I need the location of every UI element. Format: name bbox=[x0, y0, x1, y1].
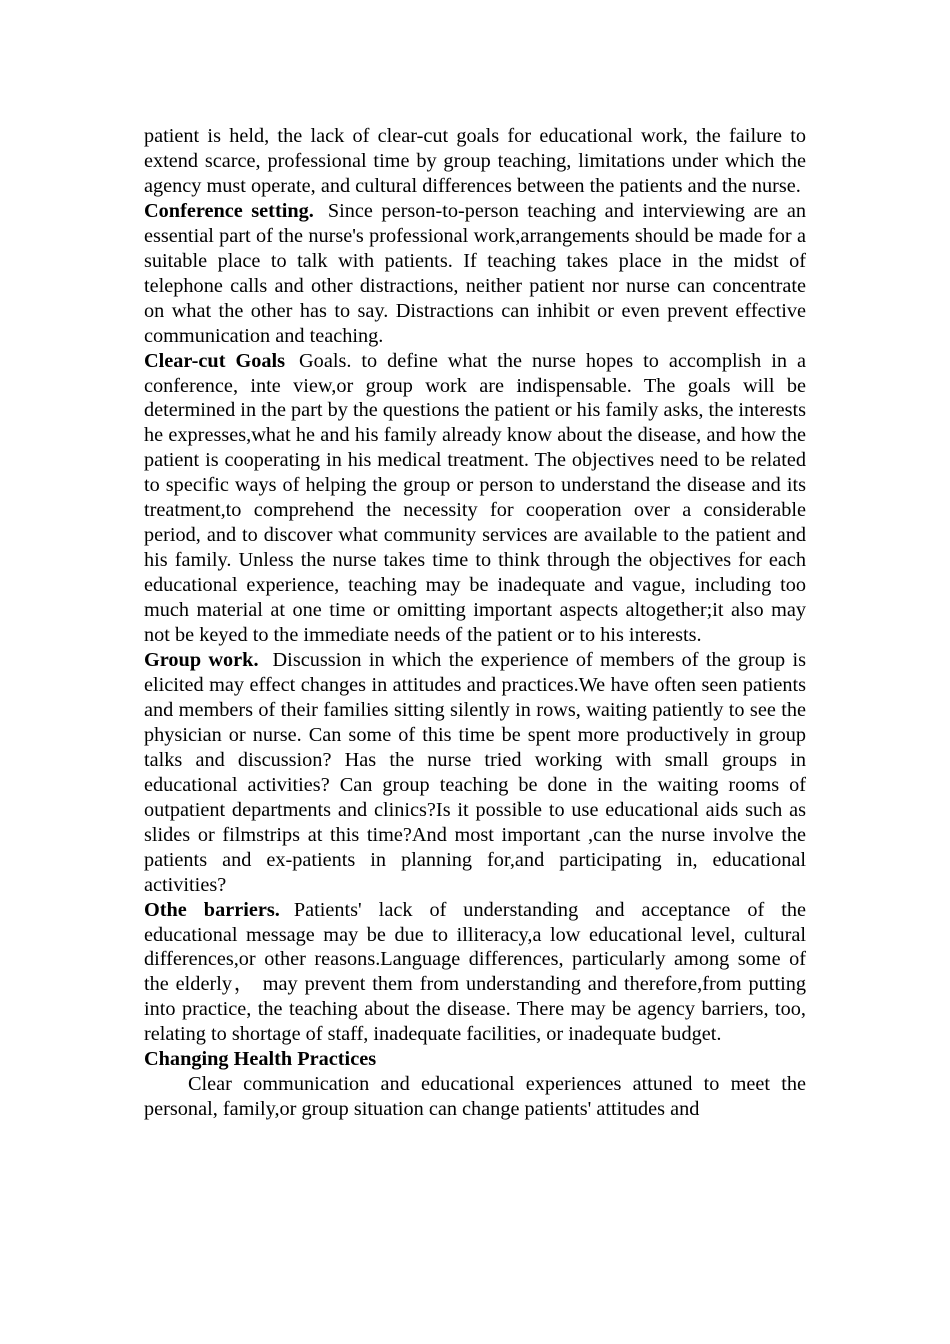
document-page bbox=[144, 124, 806, 1122]
section-heading: Group work. bbox=[144, 649, 259, 672]
section-text: Patients' lack of understanding and acceptance of the educational message may be due to illiteracy,a low educational level, cultural differences,or other reasons.Language differences, particularly among some of the elderly， may prevent them from understanding and therefore,from putting into practice, the teaching about the disease. There may be agency barriers, too, relating to shortage of staff, inadequate facilities, or inadequate budget. bbox=[144, 898, 807, 1046]
section-clear-cut-goals bbox=[144, 349, 806, 648]
section-heading: Conference setting. bbox=[144, 199, 314, 222]
section-text: Discussion in which the experience of members of the group is elicited may effect changes in attitudes and practices.We have often seen patients and members of their families sitting silently in rows, waiting patiently to see the physician or nurse. Can some of this time be spent more productively in group talks and discussion? Has the nurse tried working with small groups in educational activities? Can group teaching be done in the waiting rooms of outpatient departments and clinics?Is it possible to use educational aids such as slides or filmstrips at this time?And most important ,can the nurse involve the patients and ex-patients in planning for,and participating in, educational activities? bbox=[144, 649, 806, 896]
section-text: Since person-to-person teaching and interviewing are an essential part of the nurse's professional work,arrangements should be made for a suitable place to talk with patients. If teaching takes place in the midst of telephone calls and other distractions, neither patient nor nurse can concentrate on what the other has to say. Distractions can inhibit or even prevent effective communication and teaching. bbox=[144, 199, 806, 347]
section-title-changing-health-practices: Changing Health Practices bbox=[144, 1048, 377, 1071]
section-text: Goals. to define what the nurse hopes to accomplish in a conference, inte view,or group work are indispensable. The goals will be determined in the part by the questions the patient or his family asks, the interests he expresses,what he and his family already know about the disease, and how the patient is cooperating in his medical treatment. The objectives need to be related to specific ways of helping the group or person to understand the disease and its treatment,to comprehend the necessity for cooperation over a considerable period, and to discover what community services are available to the patient and his family. Unless the nurse takes time to think through the objectives for each educational experience, teaching may be inadequate and vague, including too much material at one time or omitting important aspects altogether;it also may not be keyed to the immediate needs of the patient or to his interests. bbox=[144, 349, 806, 647]
final-paragraph: Clear communication and educational experiences attuned to meet the personal, family,or group situation can change patients' attitudes and bbox=[144, 1073, 806, 1121]
section-othe-barriers bbox=[144, 898, 806, 1048]
section-conference-setting bbox=[144, 199, 806, 349]
section-group-work bbox=[144, 648, 806, 898]
intro-paragraph: patient is held, the lack of clear-cut goals for educational work, the failure to extend scarce, professional time by group teaching, limitations under which the agency must operate, and cultural differences between the patients and the nurse. bbox=[144, 125, 806, 197]
section-heading: Clear-cut Goals bbox=[144, 349, 286, 372]
section-heading: Othe barriers. bbox=[144, 898, 280, 921]
